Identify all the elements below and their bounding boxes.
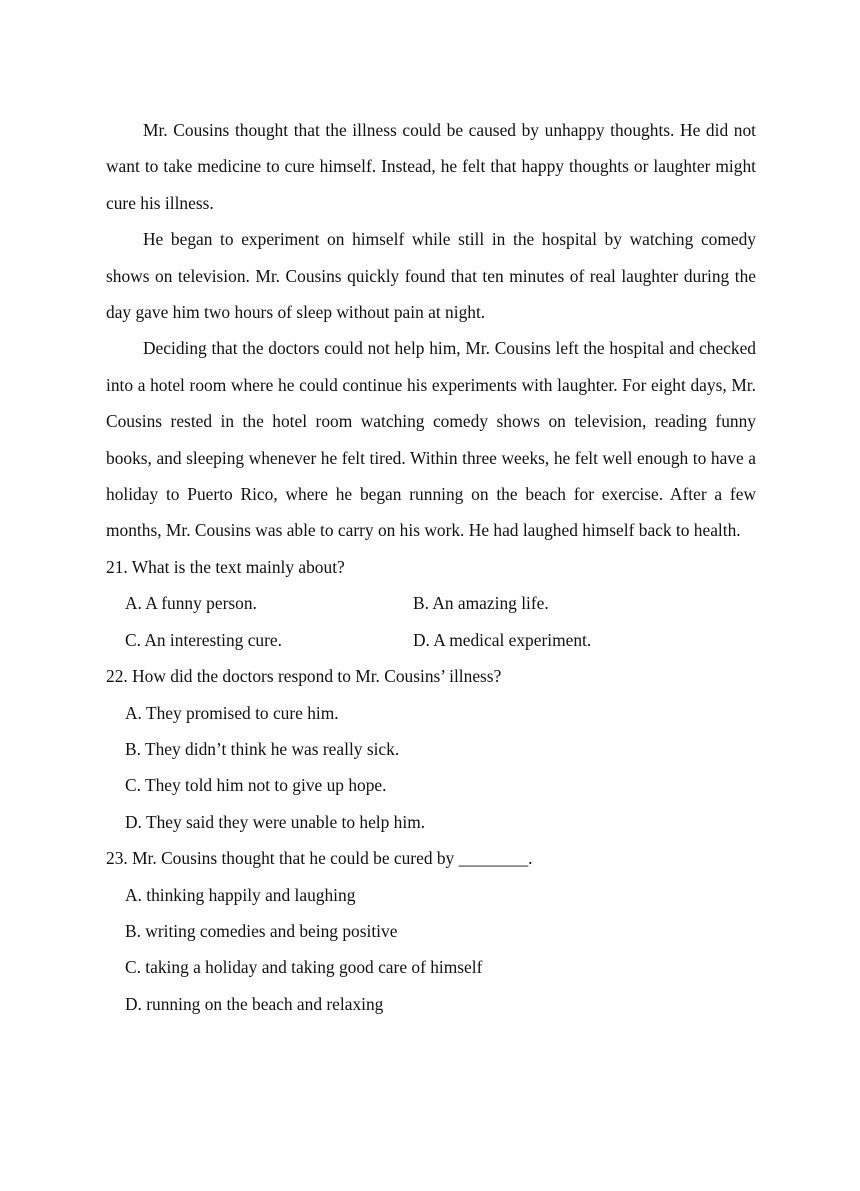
option-b: B. writing comedies and being positive	[125, 920, 398, 941]
passage-paragraph: He began to experiment on himself while still in the hospital by watching comedy shows on television. Mr. Cousins quickly found that ten minutes of real laughter during the day gave him two hours of sleep without pain at night.	[106, 229, 756, 323]
question-stem: 21. What is the text mainly about?	[106, 556, 345, 577]
option-a: A. They promised to cure him.	[125, 702, 339, 723]
answer-options	[106, 695, 756, 841]
answer-options	[106, 585, 756, 658]
question-21	[106, 549, 756, 658]
option-d: D. A medical experiment.	[413, 629, 592, 650]
option-row	[106, 585, 756, 621]
question-stem: 22. How did the doctors respond to Mr. Cousins’ illness?	[106, 666, 502, 687]
page-content	[106, 112, 756, 1022]
question-stem: 23. Mr. Cousins thought that he could be cured by ________.	[106, 848, 533, 869]
option-c: C. They told him not to give up hope.	[125, 775, 387, 796]
answer-options	[106, 877, 756, 1023]
option-c: C. An interesting cure.	[125, 629, 282, 650]
option-d: D. running on the beach and relaxing	[125, 993, 384, 1014]
passage-paragraph: Mr. Cousins thought that the illness could be caused by unhappy thoughts. He did not want to take medicine to cure himself. Instead, he felt that happy thoughts or laughter might cure his illness.	[106, 120, 756, 213]
reading-passage	[106, 112, 756, 549]
option-row	[106, 622, 756, 658]
option-b: B. An amazing life.	[413, 593, 549, 614]
passage-paragraph: Deciding that the doctors could not help him, Mr. Cousins left the hospital and checked into a hotel room where he could continue his experiments with laughter. For eight days, Mr. Cousins rested in the hotel room watching comedy shows on television, reading funny books, and sleeping whenever he felt tired. Within three weeks, he felt well enough to have a holiday to Puerto Rico, where he began running on the beach for exercise. After a few months, Mr. Cousins was able to carry on his work. He had laughed himself back to health.	[106, 338, 756, 541]
option-b: B. They didn’t think he was really sick.	[125, 738, 400, 759]
option-d: D. They said they were unable to help him.	[125, 811, 426, 832]
option-a: A. thinking happily and laughing	[125, 884, 356, 905]
option-a: A. A funny person.	[125, 593, 257, 614]
option-c: C. taking a holiday and taking good care of himself	[125, 957, 483, 978]
question-23	[106, 840, 756, 1022]
question-22	[106, 658, 756, 840]
